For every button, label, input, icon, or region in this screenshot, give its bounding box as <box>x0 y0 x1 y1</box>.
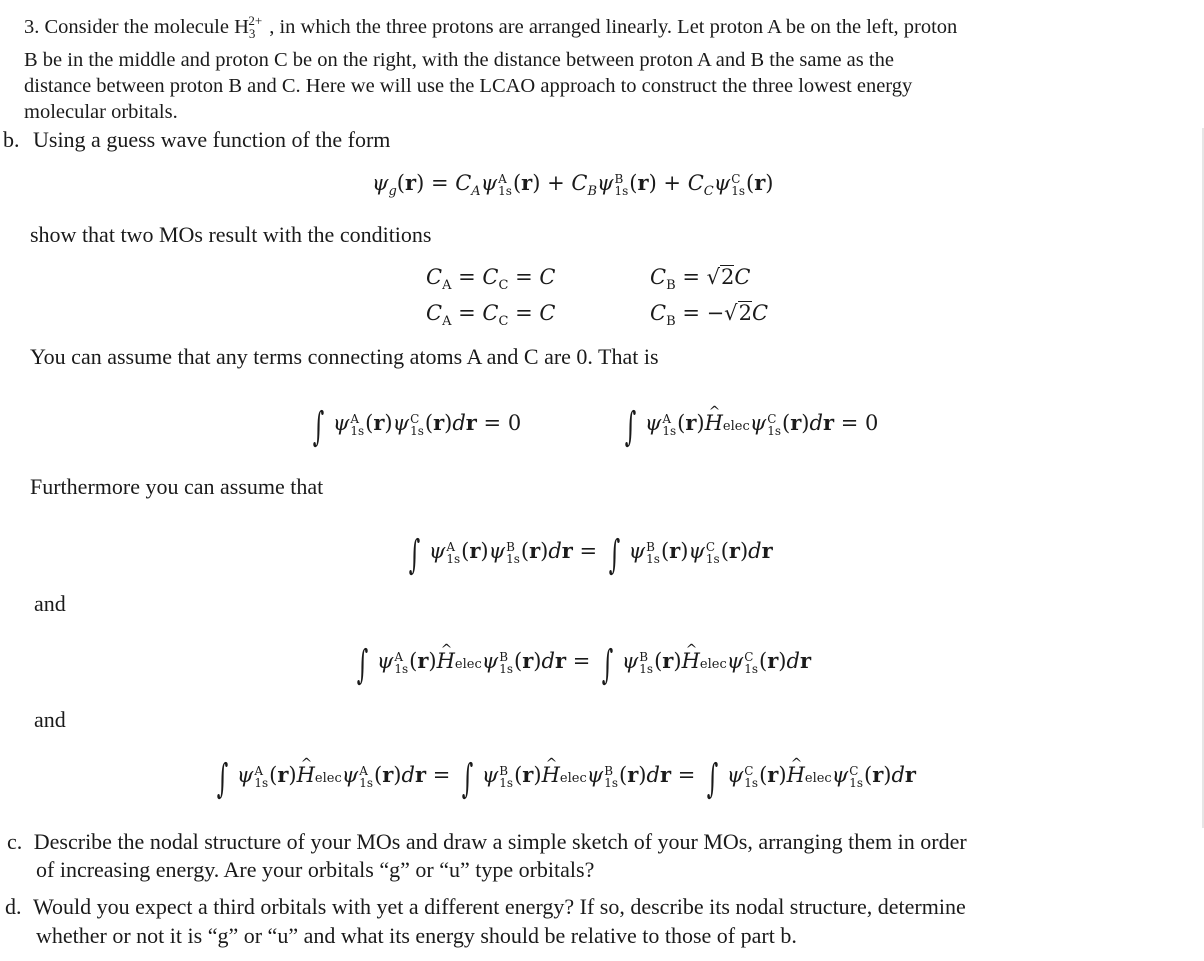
part-b-show-text: show that two MOs result with the conditions <box>30 222 432 247</box>
part-d-line-1: d. Would you expect a third orbitals with yet a different energy? If so, describe its nodal structure, determine <box>5 894 966 919</box>
part-b-and-2: and <box>34 707 66 732</box>
equation-hamiltonian-ac-zero: ∫ ψ A 1s (r)^ Helecψ C 1s (r)dr = 0 <box>620 408 878 442</box>
equation-overlap-ac-zero: ∫ ψ A 1s (r)ψ C 1s (r)dr = 0 <box>312 404 522 450</box>
intro-line-1: 3. Consider the molecule $H_3^{2+}$ , in which the three protons are arranged linearly. Let proton A be on the left, proton <box>24 13 958 41</box>
part-b-assume-text: You can assume that any terms connecting atoms A and C are 0. That is <box>30 344 659 369</box>
intro-line-2: B be in the middle and proton C be on the right, with the distance between proton A and B the same as the <box>24 48 894 71</box>
part-b-furthermore-text: Furthermore you can assume that <box>30 474 324 499</box>
equation-hamiltonian-ab-equals-bc: ∫ ψ A 1s (r)^ Helecψ B 1s (r)dr = ∫ ψ B 1s (r)^ Helecψ C 1s (r)dr <box>352 646 811 680</box>
part-d-line-2: whether or not it is “g” or “u” and what its energy should be relative to those of part b. <box>36 923 797 948</box>
part-b-and-1: and <box>34 591 66 616</box>
problem-intro <box>24 8 1184 125</box>
equation-guess-wavefunction: $\psi_g(r) = C_A\psi$ A 1s $(r) + C_B\psi$ B 1s $(r) + C_C\psi$ C 1s (r) <box>372 170 774 200</box>
intro-line-4: molecular orbitals. <box>24 100 178 123</box>
intro-line-3: distance between proton B and C. Here we will use the LCAO approach to construct the three lowest energy <box>24 74 913 97</box>
part-b-heading: b. Using a guess wave function of the form <box>3 127 391 152</box>
part-c-line-2: of increasing energy. Are your orbitals “g” or “u” type orbitals? <box>36 857 595 882</box>
equation-overlap-ab-equals-bc: ∫ ψ A 1s (r)ψ B 1s (r)dr = ∫ ψ B 1s (r)ψ C 1s (r)dr <box>408 532 773 578</box>
condition-row-1-right: $C_B = √2C$ <box>650 265 751 294</box>
part-c-line-1: c. Describe the nodal structure of your MOs and draw a simple sketch of your MOs, arranging them in order <box>7 829 967 854</box>
condition-row-2-left: $C_A = C_C = C$ <box>426 301 556 330</box>
condition-row-2-right: $C_B = -√2C$ <box>650 301 769 330</box>
equation-hamiltonian-diagonal-equal: ∫ ψ A 1s (r)^ Helecψ A 1s (r)dr = ∫ ψ B 1s (r)^ Helecψ B 1s (r)dr = ∫ ψ C 1s (r)^ Helecψ C 1s (r)dr <box>212 760 916 794</box>
condition-row-1-left: $C_A = C_C = C$ <box>426 265 556 294</box>
